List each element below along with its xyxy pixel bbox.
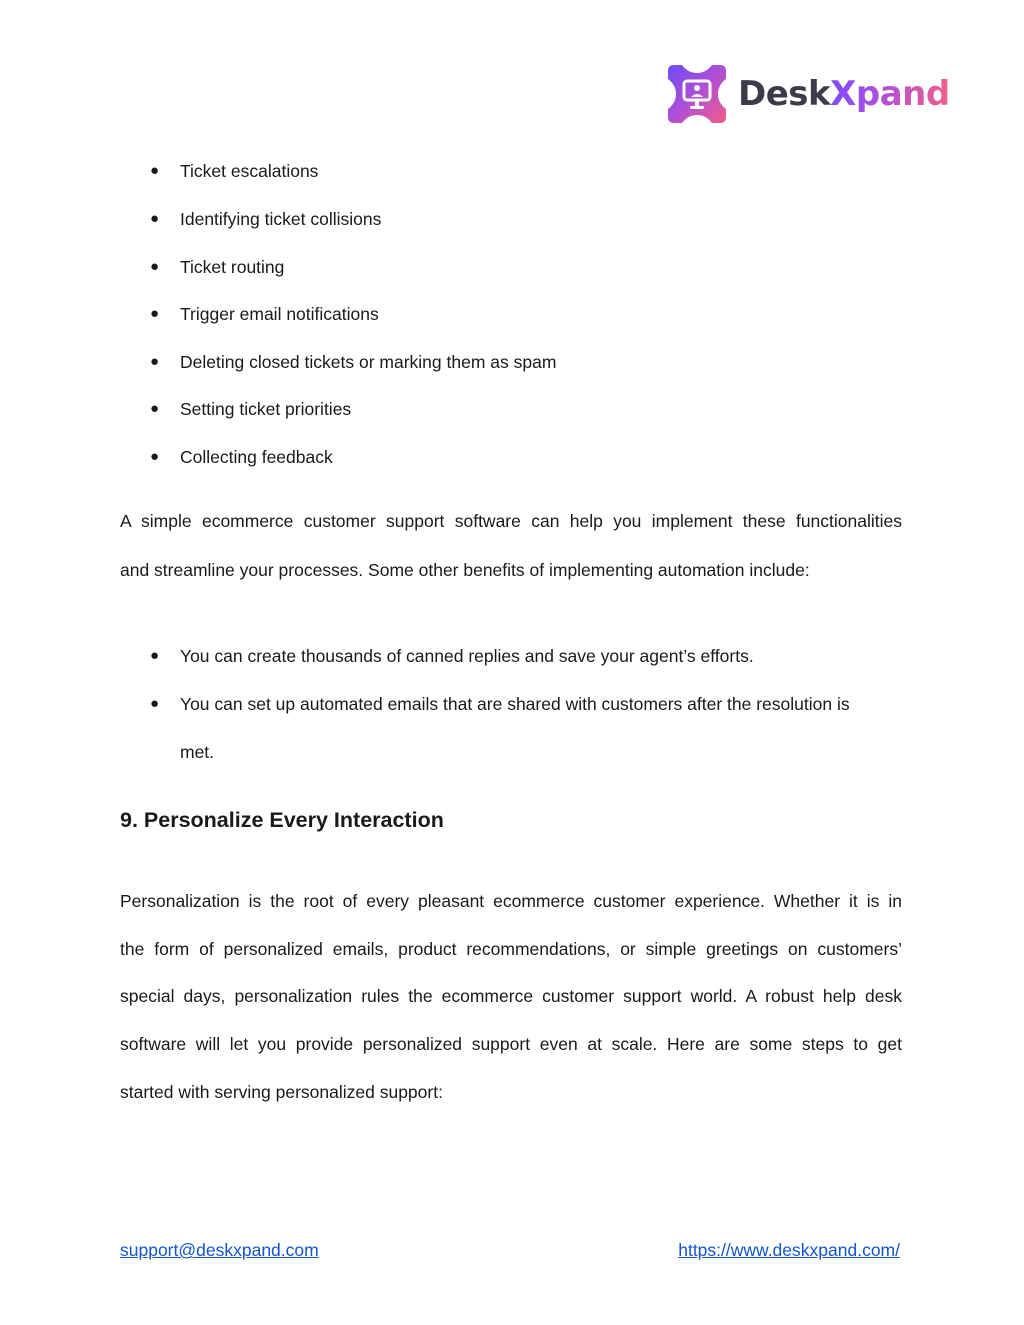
paragraph-line: Personalization is the root of every pleasant ecommerce customer experience. Whether it is in (120, 891, 902, 911)
bullet-icon: ● (150, 162, 160, 179)
list-item-text: Setting ticket priorities (180, 399, 352, 419)
brand-name (738, 74, 950, 114)
paragraph-line: special days, personalization rules the ecommerce customer support world. A robust help desk (120, 986, 902, 1006)
bullet-icon: ● (150, 647, 160, 664)
section-heading: 9. Personalize Every Interaction (120, 808, 444, 832)
paragraph-line: software will let you provide personalized support even at scale. Here are some steps to get (120, 1034, 902, 1054)
list-item (0, 350, 1024, 374)
paragraph-line: started with serving personalized support: (120, 1082, 443, 1102)
list-item (0, 159, 1024, 183)
list-item (0, 445, 1024, 469)
paragraph-line: the form of personalized emails, product recommendations, or simple greetings on customers’ (120, 939, 902, 959)
list-item-text: met. (180, 742, 215, 762)
footer-website-link[interactable]: https://www.deskxpand.com/ (678, 1240, 900, 1260)
footer-email-link[interactable]: support@deskxpand.com (120, 1240, 319, 1260)
bullet-icon: ● (150, 400, 160, 417)
list-item-text: Trigger email notifications (180, 304, 379, 324)
list-item (0, 644, 1024, 668)
list-item-text: Ticket escalations (180, 161, 319, 181)
list-item-text: Identifying ticket collisions (180, 209, 382, 229)
list-item (0, 397, 1024, 421)
paragraph-line: and streamline your processes. Some other benefits of implementing automation include: (120, 560, 810, 580)
list-item (0, 302, 1024, 326)
bullet-icon: ● (150, 258, 160, 275)
brand-name-desk: Desk (738, 74, 831, 114)
list-item-text: You can create thousands of canned replies and save your agent’s efforts. (180, 646, 754, 666)
bullet-icon: ● (150, 305, 160, 322)
list-item-text: You can set up automated emails that are shared with customers after the resolution is (180, 694, 850, 714)
bullet-icon: ● (150, 695, 160, 712)
paragraph-line: A simple ecommerce customer support software can help you implement these functionalities (120, 511, 902, 531)
bullet-icon: ● (150, 210, 160, 227)
list-item-text: Deleting closed tickets or marking them as spam (180, 352, 557, 372)
list-item-text: Collecting feedback (180, 447, 333, 467)
list-item (0, 692, 1024, 716)
list-item-text: Ticket routing (180, 257, 285, 277)
list-item-continuation (0, 740, 1024, 764)
bullet-icon: ● (150, 353, 160, 370)
list-item (0, 207, 1024, 231)
monitor-icon (664, 61, 730, 127)
brand-logo (664, 60, 950, 128)
list-item (0, 255, 1024, 279)
bullet-icon: ● (150, 448, 160, 465)
brand-name-xpand: Xpand (830, 74, 950, 114)
